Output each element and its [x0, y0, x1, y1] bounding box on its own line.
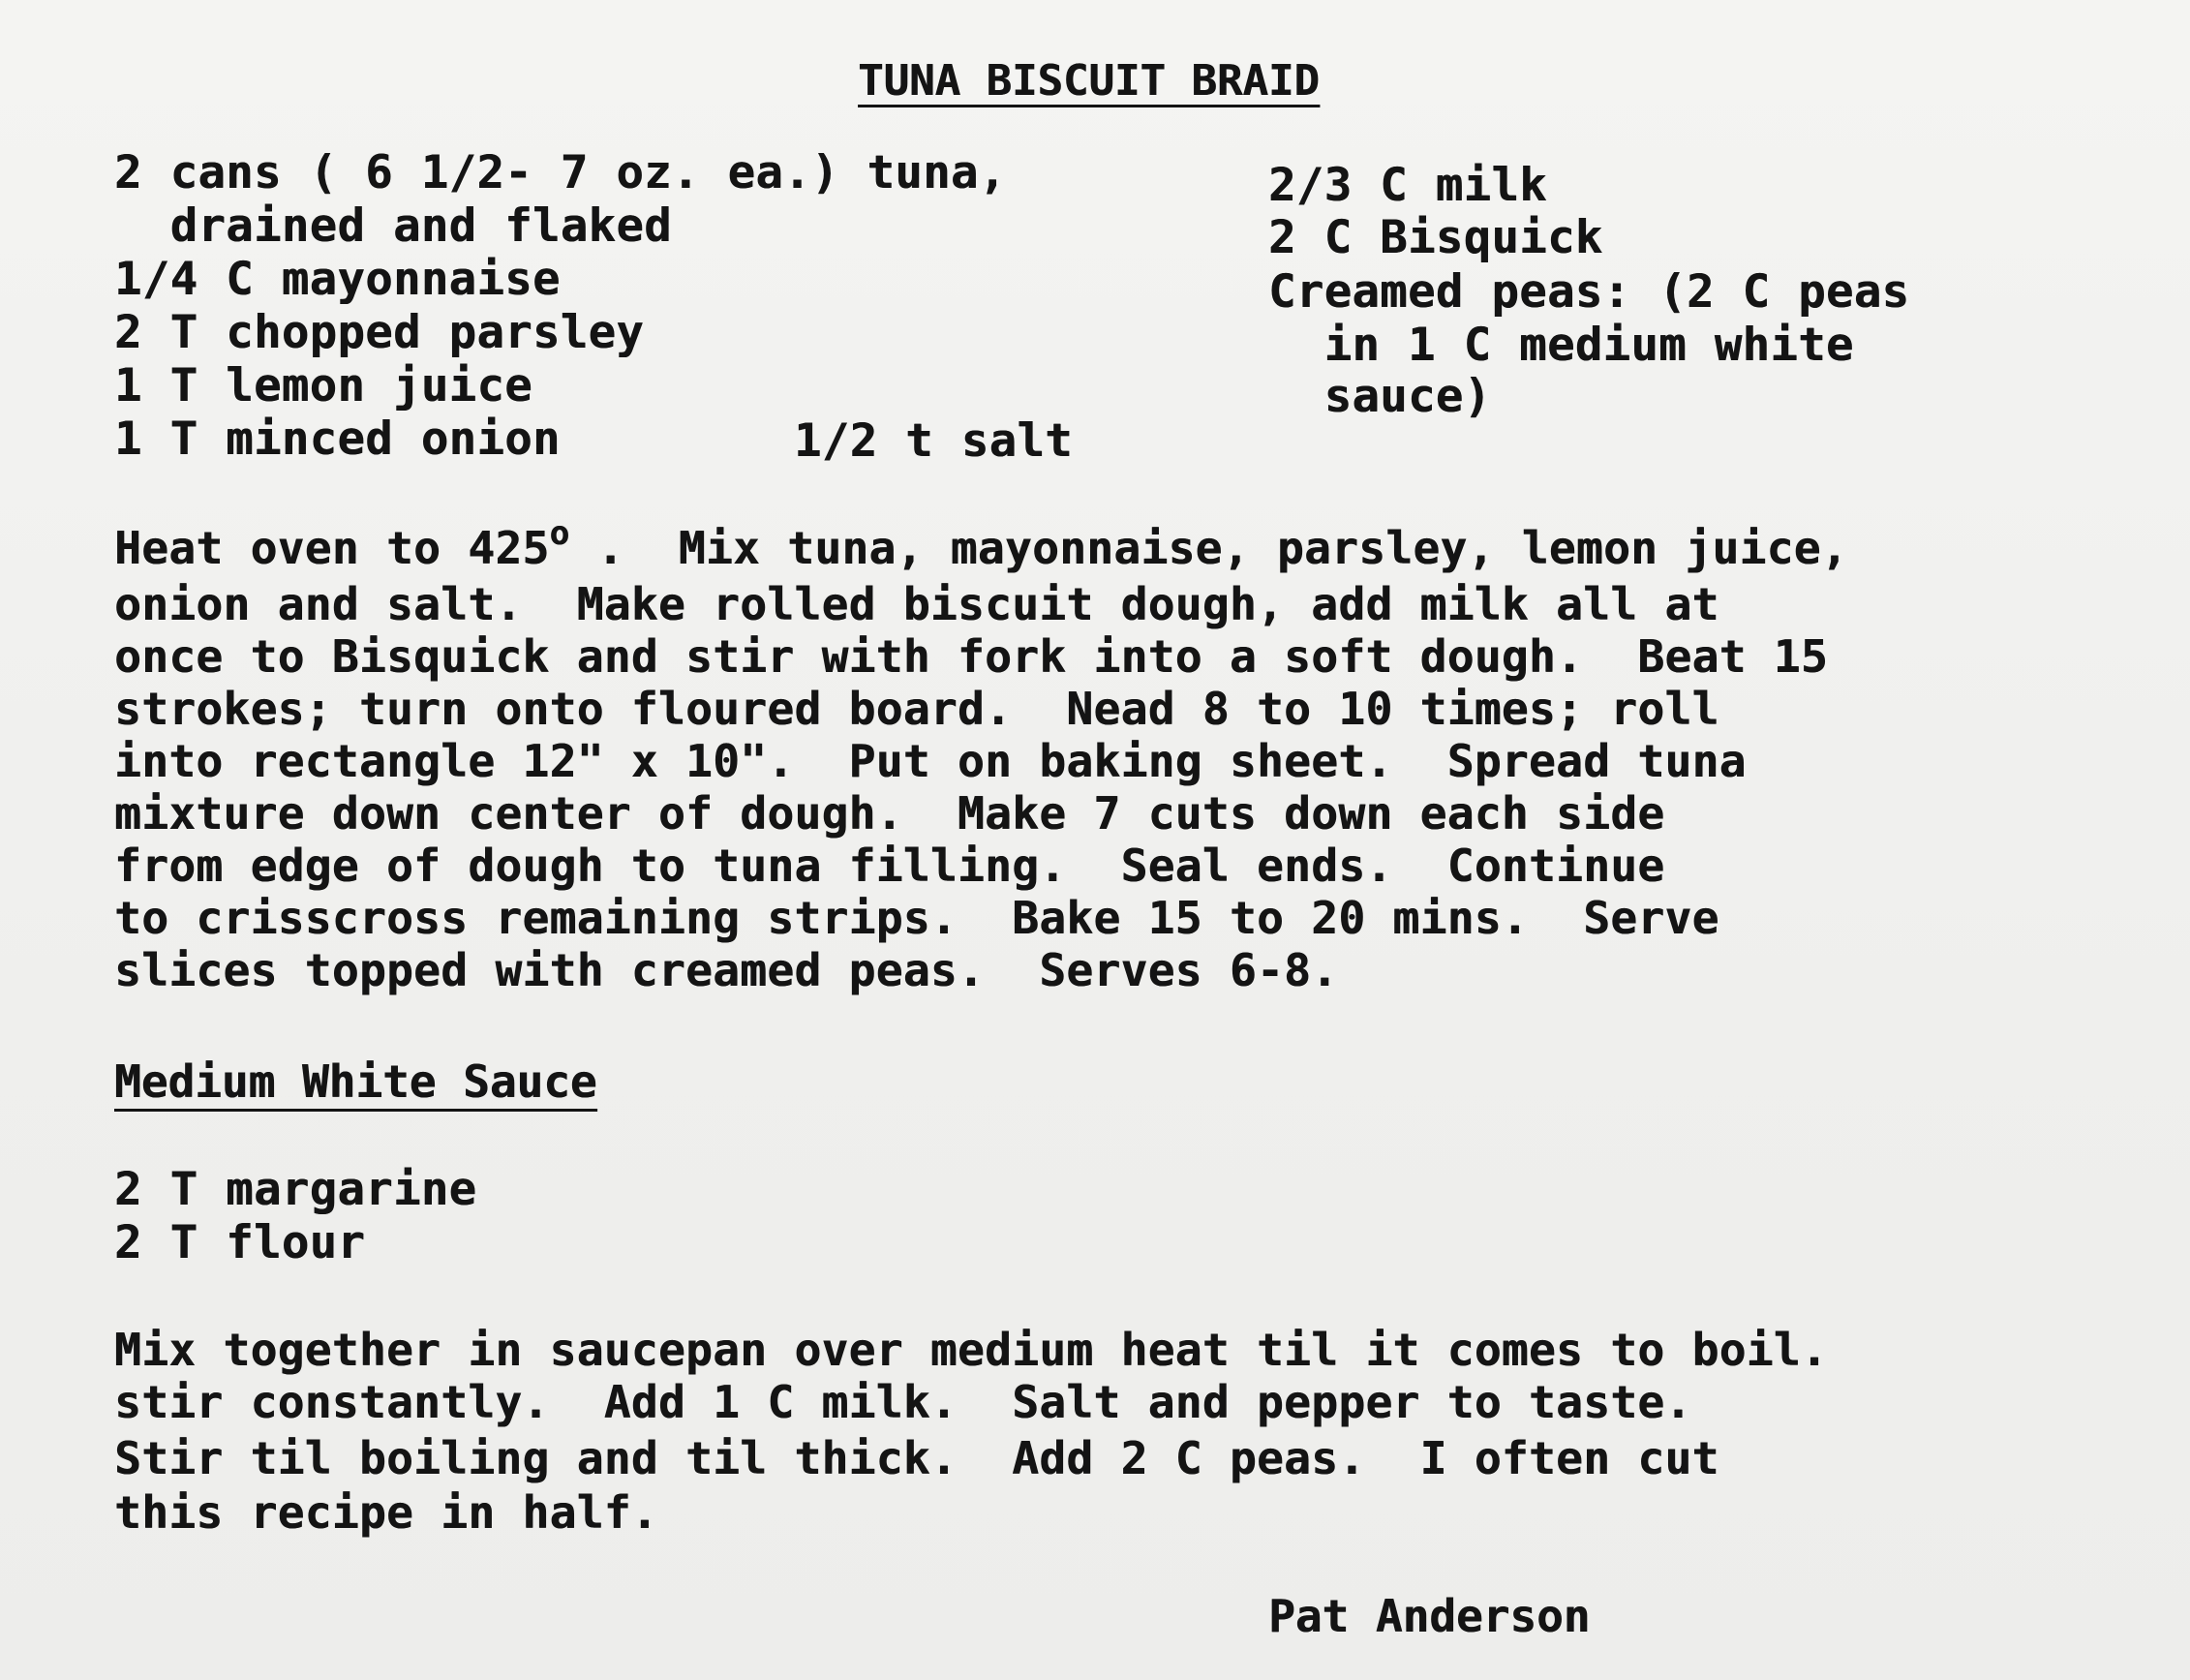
directions-line: once to Bisquick and stir with fork into a soft dough. Beat 15	[114, 630, 1828, 683]
recipe-title: TUNA BISCUIT BRAID	[858, 56, 1320, 106]
ingredient-salt: 1/2 t salt	[794, 414, 1073, 468]
directions-line: onion and salt. Make rolled biscuit dough, add milk all at	[114, 578, 1719, 630]
directions-line: from edge of dough to tuna filling. Seal ends. Continue	[114, 840, 1665, 892]
bleed-through-texture	[1278, 19, 1859, 58]
directions-line: into rectangle 12" x 10". Put on baking sheet. Spread tuna	[114, 735, 1747, 787]
author-signature: Pat Anderson	[1268, 1590, 1591, 1642]
directions-line: stir constantly. Add 1 C milk. Salt and pepper to taste.	[114, 1376, 1692, 1428]
directions-line: mixture down center of dough. Make 7 cuts down each side	[114, 787, 1665, 840]
directions-line: this recipe in half.	[114, 1486, 658, 1539]
directions-line: Stir til boiling and til thick. Add 2 C peas. I often cut	[114, 1432, 1719, 1484]
ingredient-line: 2 T chopped parsley	[114, 306, 645, 359]
directions-line: Mix together in saucepan over medium heat til it comes to boil.	[114, 1324, 1828, 1376]
ingredient-line: 2 cans ( 6 1/2- 7 oz. ea.) tuna,	[114, 146, 1007, 199]
ingredient-line: in 1 C medium white	[1268, 319, 1854, 372]
ingredient-line: 2 T margarine	[114, 1163, 477, 1216]
sauce-title: Medium White Sauce	[114, 1055, 597, 1108]
ingredient-line: Creamed peas: (2 C peas	[1268, 265, 1910, 319]
directions-first-line: Heat oven to 425$^o$ . Mix tuna, mayonnaise, parsley, lemon juice,	[114, 514, 1848, 574]
ingredient-line: 2 C Bisquick	[1268, 211, 1603, 264]
ingredient-line: 1/4 C mayonnaise	[114, 253, 561, 306]
ingredient-line: 2/3 C milk	[1268, 159, 1547, 212]
directions-line: strokes; turn onto floured board. Nead 8 to 10 times; roll	[114, 683, 1719, 735]
degree-symbol: o	[549, 514, 570, 553]
directions-line: slices topped with creamed peas. Serves 6-8.	[114, 944, 1339, 996]
directions-line: to crisscross remaining strips. Bake 15 to 20 mins. Serve	[114, 892, 1719, 944]
ingredient-line: 1 T lemon juice	[114, 359, 532, 412]
ingredient-line: 1 T minced onion	[114, 412, 561, 466]
ingredient-line: drained and flaked	[114, 199, 672, 253]
ingredient-line: sauce)	[1268, 370, 1492, 423]
ingredient-line: 2 T flour	[114, 1216, 366, 1269]
